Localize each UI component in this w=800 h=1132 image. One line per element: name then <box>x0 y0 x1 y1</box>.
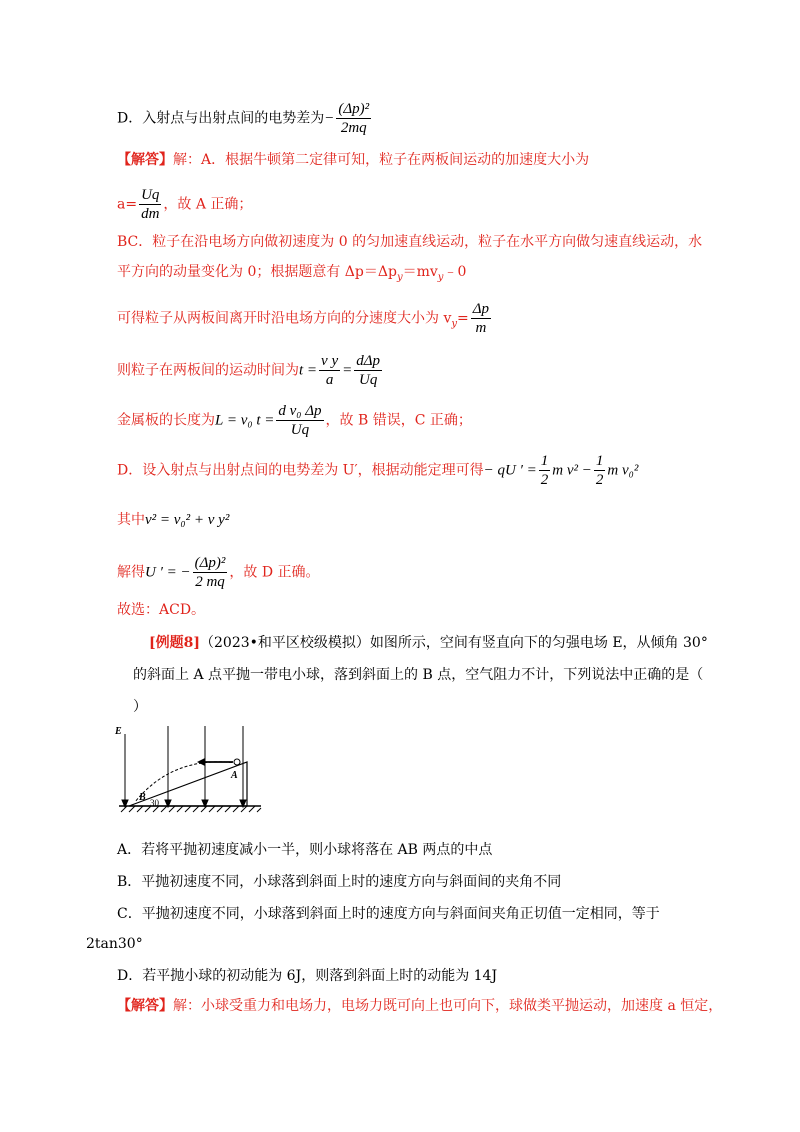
energy-term-2: m v₀² <box>607 462 639 479</box>
answer2-line <box>117 996 722 1016</box>
vy-text: 可得粒子从两板间离开时沿电场方向的分速度大小为 v <box>117 310 452 327</box>
denominator: Uq <box>358 372 378 388</box>
denominator: 2mq <box>340 120 367 136</box>
time-fraction-1 <box>319 352 340 389</box>
equals: = <box>342 362 353 379</box>
denominator: 2 <box>595 472 604 488</box>
option-c: C．平抛初速度不同，小球落到斜面上时的速度方向与斜面间夹角正切值一定相同，等于 <box>117 906 660 922</box>
option-a: A．若将平抛初速度减小一半，则小球将落在 AB 两点的中点 <box>117 842 493 858</box>
denominator: dm <box>141 206 160 222</box>
energy-line <box>117 452 638 489</box>
half-fraction <box>539 452 551 489</box>
solution-lhs: U ′ = − <box>145 564 191 581</box>
velocity-math: v² = v₀² + v y² <box>145 512 230 528</box>
bc-text-b: ＝mv <box>402 264 438 280</box>
vy-fraction <box>471 300 491 337</box>
time-lhs: t = <box>299 362 318 379</box>
solution-fraction <box>193 554 228 591</box>
length-suffix: ，故 B 错误，C 正确； <box>325 412 472 429</box>
energy-term-1: m v² − <box>552 462 592 479</box>
length-lhs: L = v₀ t = <box>215 412 275 429</box>
numerator: (Δp)² <box>338 101 370 117</box>
example-text-1: （2023•和平区校级模拟）如图所示，空间有竖直向下的匀强电场 E，从倾角 30° <box>200 635 708 651</box>
bc-text-c: ﹣0 <box>443 264 467 280</box>
energy-lhs: − qU ′ = <box>483 462 537 479</box>
example-label: [例题8] <box>149 635 200 651</box>
bc-line-2 <box>117 262 466 288</box>
answer-label: 【解答】 <box>117 998 173 1014</box>
equals: = <box>457 310 469 327</box>
option-d2: D．若平抛小球的初动能为 6J，则落到斜面上时的动能为 14J <box>117 968 498 984</box>
bc-text: 平方向的动量变化为 0；根据题意有 Δp＝Δp <box>117 264 397 280</box>
label-A: A <box>231 770 238 781</box>
example-line-3: ） <box>133 699 147 715</box>
length-line <box>117 402 472 439</box>
answer-label: 【解答】 <box>117 152 173 168</box>
velocity-text: 其中 <box>117 512 145 528</box>
energy-text: D．设入射点与出射点间的电势差为 U′，根据动能定理可得 <box>117 462 484 479</box>
ball <box>234 759 240 765</box>
numerator: 1 <box>595 453 604 469</box>
choose-line: 故选：ACD。 <box>117 602 206 618</box>
numerator: (Δp)² <box>194 555 226 571</box>
ground-hatch <box>119 806 261 812</box>
solution-text: 解得 <box>117 564 145 581</box>
option-d-text: D．入射点与出射点间的电势差为 <box>117 110 325 127</box>
numerator: Δp <box>472 301 490 317</box>
denominator: 2 <box>540 472 549 488</box>
length-fraction <box>276 402 323 439</box>
acceleration-line <box>117 186 252 223</box>
angle-label: 30 <box>150 798 159 808</box>
incline-field-diagram <box>113 720 263 815</box>
trajectory <box>135 762 237 802</box>
answer-intro-text: 解：A．根据牛顿第二定律可知，粒子在两板间运动的加速度大小为 <box>173 152 590 168</box>
half-fraction <box>594 452 606 489</box>
numerator: dΔp <box>356 353 381 369</box>
option-b: B．平抛初速度不同，小球落到斜面上时的速度方向与斜面间的夹角不同 <box>117 874 562 890</box>
example-line-1 <box>149 633 708 653</box>
fraction <box>336 100 371 137</box>
numerator: Uq <box>141 187 160 203</box>
vy-line <box>117 300 493 337</box>
arrow-head-icon <box>197 758 205 766</box>
solution-suffix: ，故 D 正确。 <box>229 564 320 581</box>
denominator: a <box>325 372 334 388</box>
acc-suffix: ，故 A 正确； <box>163 196 253 213</box>
acc-prefix: a= <box>117 196 138 213</box>
option-c-cont: 2tan30° <box>86 936 143 952</box>
velocity-line <box>117 510 229 530</box>
incline <box>129 762 247 806</box>
answer2-text: 解：小球受重力和电场力，电场力既可向上也可向下，球做类平抛运动，加速度 a 恒定， <box>173 998 723 1014</box>
bc-line-1: BC．粒子在沿电场方向做初速度为 0 的匀加速直线运动，粒子在水平方向做匀速直线运动，水 <box>117 234 703 250</box>
subscript: y <box>396 271 403 283</box>
time-fraction-2 <box>354 352 382 389</box>
subscript: y <box>437 271 444 283</box>
numerator: 1 <box>540 453 549 469</box>
denominator: Uq <box>290 422 310 438</box>
subscript: y <box>451 318 458 330</box>
length-text: 金属板的长度为 <box>117 412 215 429</box>
example-line-2: 的斜面上 A 点平抛一带电小球，落到斜面上的 B 点，空气阻力不计，下列说法中正确的是（ <box>133 667 704 683</box>
denominator: 2 mq <box>195 574 225 590</box>
time-line <box>117 352 384 389</box>
label-E: E <box>115 726 122 737</box>
time-text: 则粒子在两板间的运动时间为 <box>117 362 299 379</box>
option-d <box>117 100 373 137</box>
acc-fraction <box>139 186 161 223</box>
label-B: B <box>139 792 146 803</box>
numerator: v y <box>321 353 339 369</box>
numerator: d v₀ Δp <box>278 403 322 419</box>
answer-intro <box>117 150 589 170</box>
denominator: m <box>475 320 487 336</box>
minus-sign: − <box>324 110 335 127</box>
solution-line <box>117 554 320 591</box>
